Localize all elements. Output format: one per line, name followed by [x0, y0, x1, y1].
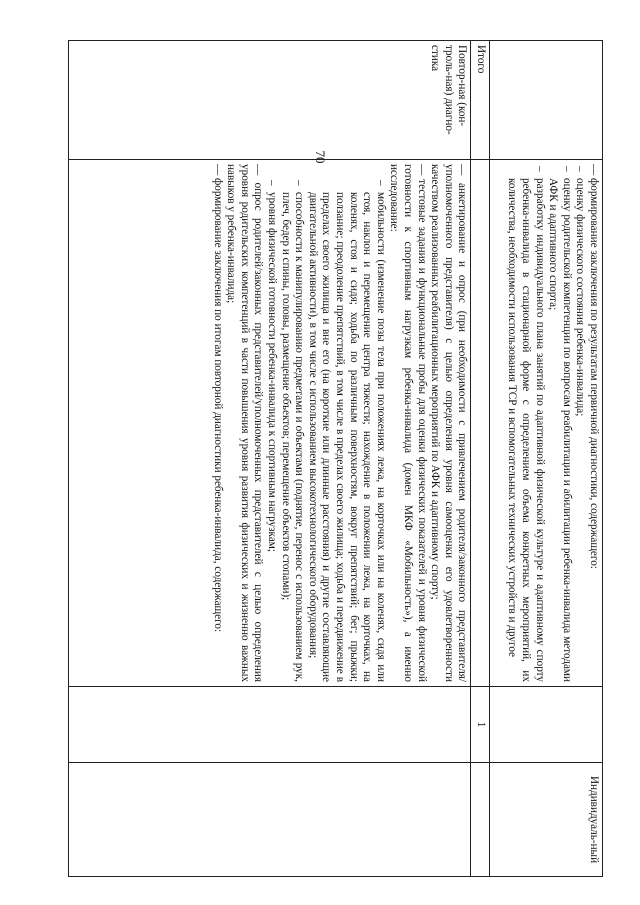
- content-list: [505, 164, 587, 682]
- repeat-count-empty: [69, 687, 471, 763]
- repeat-label: Повтор-ная (кон-троль-ная) диагно-стика: [69, 41, 471, 160]
- content-cell: [490, 160, 603, 687]
- rotated-page: [68, 40, 603, 864]
- list-item: – оценку физического состояния ребенка-инвалида;: [573, 164, 587, 682]
- total-count: 1: [471, 687, 490, 763]
- list-item: – способности к манипулированию предметами и объектами (поднятие, перенос с использованием рук, плеч, бедер и спины, головы, размещение объектов; перемещение объектов стопами);: [278, 178, 305, 682]
- content-lead: — формирование заключения по результатам первичной диагностики, содержащего:: [588, 164, 600, 569]
- total-row: [471, 41, 490, 877]
- total-mode-empty: [471, 763, 490, 877]
- total-empty: [471, 160, 490, 687]
- list-item: – мобильности (изменение позы тела при положениях лежа, на корточках или на коленях, сидя или стоя, наклон и перемещение центра тяжести; нахождение в положении лежа, на корточках, на коленях, стоя и сидя; ходьба по различным поверхностям, вокруг препятствий; бег; прыжки; ползание; преодоление препятствий, в том числе в пределах своего жилища; ходьба и передвижение в пределах своего жилища и вне его (на короткие или длинные расстояния) и другие составляющие двигательной активности), в том числе с использованием высокотехнологического оборудования;: [305, 178, 387, 682]
- repeat-tail-item: — опрос родителей/законных представителей/уполномоченных представителей с целью определения уровня родительских компетенций в части повышения уровня развития физических и жизненно важных навыков у ребенка-инвалида;: [225, 164, 265, 682]
- total-label: Итого: [471, 41, 490, 160]
- list-item: – оценку родительской компетенции по вопросам реабилитации и абилитации ребенка-инвалида методами АФК и адаптивного спорта;: [546, 164, 573, 682]
- table-row: [69, 41, 471, 877]
- count-cell-empty: [490, 687, 603, 763]
- mode-cell: [490, 763, 603, 877]
- repeat-mode-empty: [69, 763, 471, 877]
- repeat-item: — анкетирование и опрос (при необходимости с привлечением родителя/законного представителя/уполномоченного представителя) с целью определения уровня самооценки его удовлетворенности качеством реализованных реабилитационных мероприятий по АФК и адаптивному спорту;: [429, 164, 469, 682]
- page-number: 70: [313, 150, 328, 164]
- table-row: [490, 41, 603, 877]
- services-table: [68, 40, 603, 877]
- repeat-content-cell: [69, 160, 471, 687]
- repeat-sublist: [265, 164, 387, 682]
- stage-cell-empty: [490, 41, 603, 160]
- repeat-item: — тестовые задания и функциональные пробы для оценки физических показателей и уровня физической готовности к спортивным нагрузкам ребенка-инвалида (домен МКФ «Мобильность»), а именно исследование:: [388, 164, 428, 682]
- list-item: – уровня физической готовности ребенка-инвалида к спортивным нагрузкам;: [265, 178, 279, 682]
- list-item: – разработку индивидуального плана занятий по адаптивной физической культуре и адаптивному спорту ребенка-инвалида в стационарной форме с определением объема конкретных мероприятий, их количества, необходимости использования ТСР и вспомогательных технических устройств и другое: [505, 164, 546, 682]
- repeat-tail-item: — формирование заключения по итогам повторной диагностики ребенка-инвалида, содержащего:: [211, 164, 224, 633]
- mode-label: Индивидуаль-ный: [588, 775, 600, 864]
